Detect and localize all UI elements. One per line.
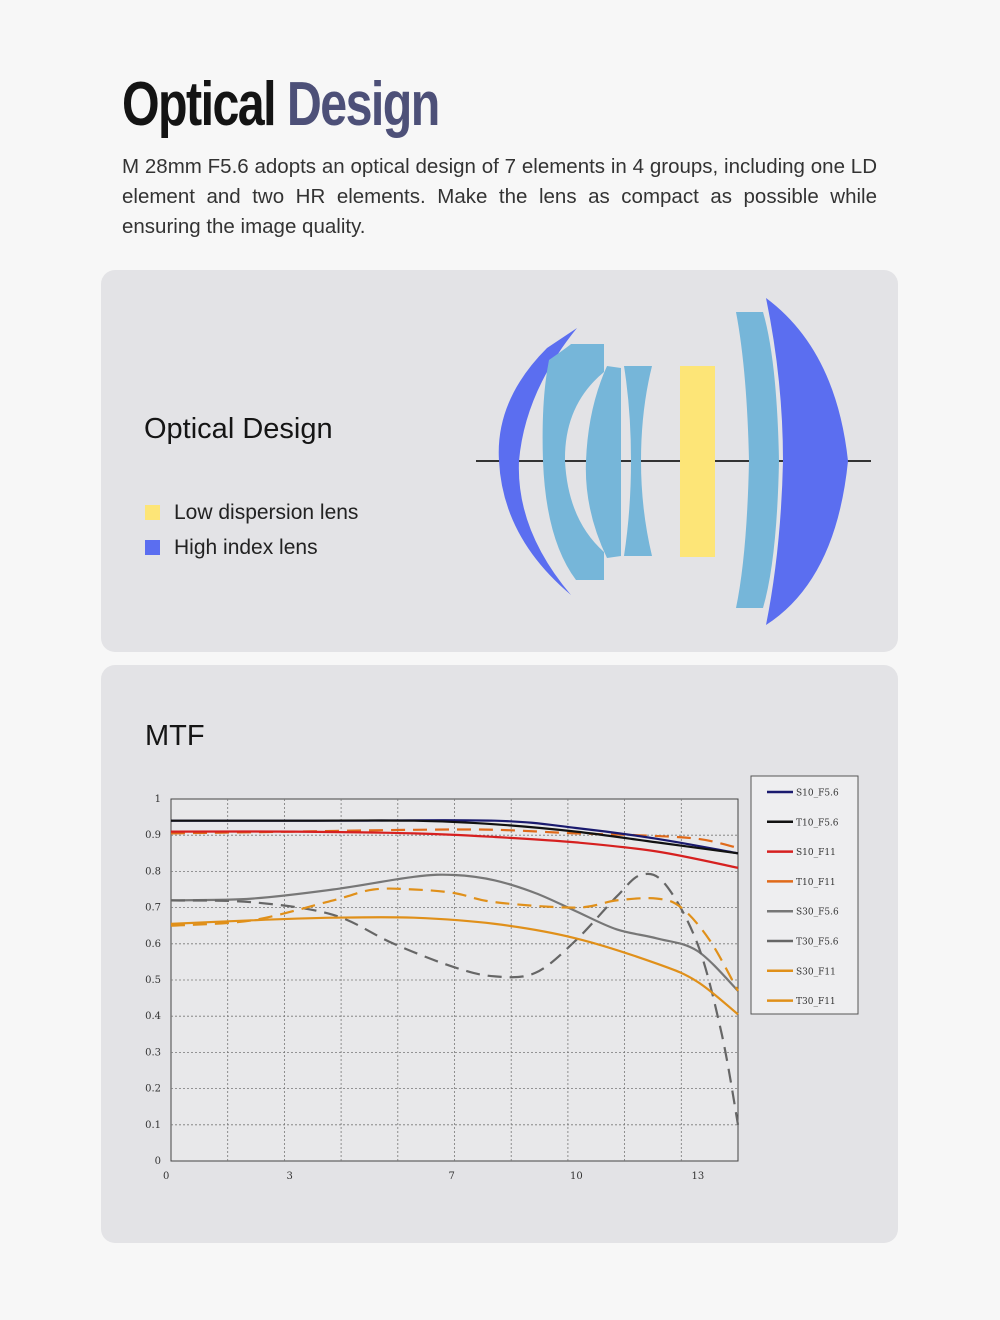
x-tick-label: 0 [163, 1171, 170, 1182]
y-tick-label: 0.5 [145, 975, 161, 986]
lens-diagram [471, 290, 881, 635]
legend-label: T30_F5.6 [796, 937, 839, 948]
lens-element-5-low-dispersion [680, 366, 715, 557]
y-tick-label: 0.7 [145, 902, 161, 914]
y-tick-label: 0.3 [145, 1047, 161, 1059]
legend-label-high-index: High index lens [174, 535, 318, 559]
x-tick-label: 3 [286, 1171, 293, 1182]
legend-label: T30_F11 [796, 997, 836, 1008]
x-tick-label: 10 [570, 1171, 583, 1182]
header [122, 70, 877, 242]
legend-label: S10_F11 [796, 848, 836, 859]
page-title [122, 70, 711, 140]
legend-label: T10_F5.6 [796, 818, 839, 829]
mtf-chart [101, 665, 898, 1243]
legend-label: S10_F5.6 [796, 788, 839, 799]
legend-label: T10_F11 [796, 877, 836, 888]
x-tick-label: 13 [691, 1171, 705, 1182]
y-tick-label: 0.6 [145, 938, 161, 950]
lens-type-legend [145, 495, 358, 565]
y-tick-label: 0.9 [145, 830, 161, 842]
y-tick-label: 0 [154, 1156, 161, 1167]
high-index-swatch [145, 540, 160, 555]
low-dispersion-swatch [145, 505, 160, 520]
legend-label: S30_F5.6 [796, 907, 839, 918]
optical-design-card [101, 270, 898, 652]
y-tick-label: 0.4 [145, 1011, 161, 1023]
y-tick-label: 0.8 [145, 866, 161, 878]
y-tick-label: 0.1 [145, 1119, 161, 1131]
y-tick-label: 1 [154, 794, 161, 805]
legend-item-high-index [145, 530, 358, 565]
mtf-legend-box [751, 776, 858, 1014]
page-title-part1: Optical [122, 70, 276, 139]
mtf-card-title: MTF [145, 720, 205, 752]
optical-design-card-title: Optical Design [144, 413, 333, 445]
lens-element-3 [586, 366, 621, 558]
legend-label: S30_F11 [796, 967, 836, 978]
intro-paragraph: M 28mm F5.6 adopts an optical design of 7 elements in 4 groups, including one LD element and two HR elements. Make the lens as compact as possible while ensuring the image quality. [122, 155, 877, 238]
y-tick-label: 0.2 [145, 1083, 161, 1095]
page-title-part2: Design [286, 70, 439, 139]
legend-label-low-dispersion: Low dispersion lens [174, 500, 359, 524]
legend-item-low-dispersion [145, 495, 358, 530]
x-tick-label: 7 [448, 1171, 455, 1182]
mtf-card [101, 665, 898, 1243]
